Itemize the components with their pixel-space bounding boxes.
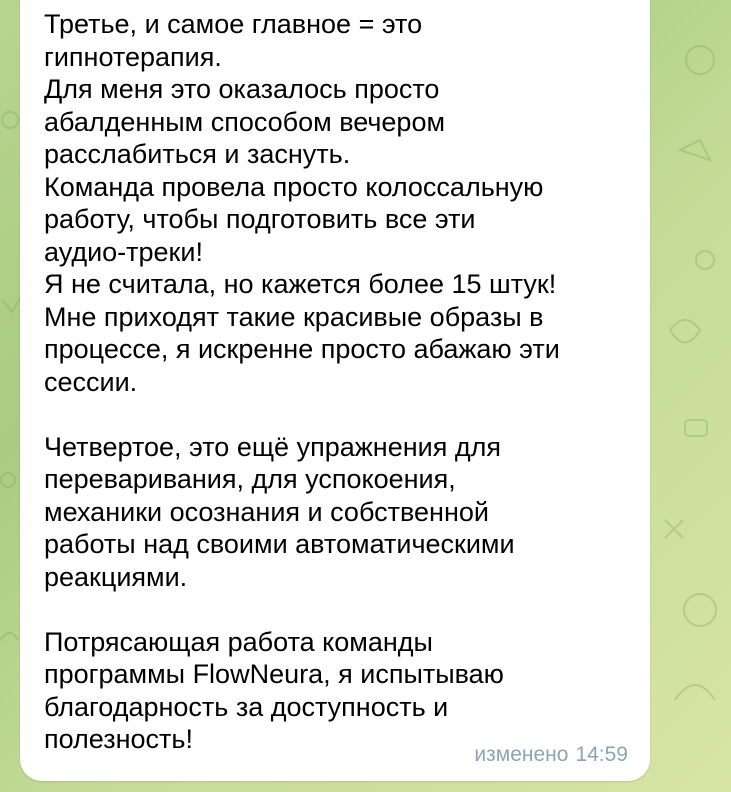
message-time: 14:59	[575, 743, 628, 766]
message-line: Третье, и самое главное = это	[44, 9, 423, 39]
message-line: работу, чтобы подготовить все эти	[44, 204, 476, 234]
message-line: Я не считала, но кажется более 15 штук!	[44, 269, 557, 299]
paragraph-gap	[44, 593, 634, 626]
message-line: Для меня это оказалось просто	[44, 74, 440, 104]
message-line: Мне приходят такие красивые образы в	[44, 301, 544, 332]
message-line: полезность!	[44, 724, 193, 754]
message-text	[44, 8, 634, 756]
message-line: благодарность за доступность и	[44, 691, 449, 722]
message-line: программы FlowNeura, я испытываю	[44, 659, 504, 689]
message-line: Команда провела просто колоссальную	[44, 171, 544, 202]
message-line: механики осознания и собственной	[44, 496, 489, 527]
message-line: гипнотерапия.	[44, 41, 222, 72]
paragraph-gap	[44, 398, 634, 431]
message-line: переваривания, для успокоения,	[44, 464, 456, 494]
message-line: аудио-треки!	[44, 236, 203, 267]
message-bubble[interactable]	[20, 0, 650, 781]
message-line: абалденным способом вечером	[44, 106, 446, 137]
message-line: Потрясающая работа команды	[44, 626, 433, 657]
message-line: реакциями.	[44, 561, 188, 592]
message-line: сессии.	[44, 366, 138, 397]
message-line: процессе, я искренне просто абажаю эти	[44, 334, 560, 364]
message-line: расслабиться и заснуть.	[44, 139, 351, 169]
message-meta	[474, 743, 628, 767]
edited-label: изменено	[474, 743, 569, 766]
message-line: Четвертое, это ещё упражнения для	[44, 431, 501, 462]
message-line: работы над своими автоматическими	[44, 529, 515, 559]
